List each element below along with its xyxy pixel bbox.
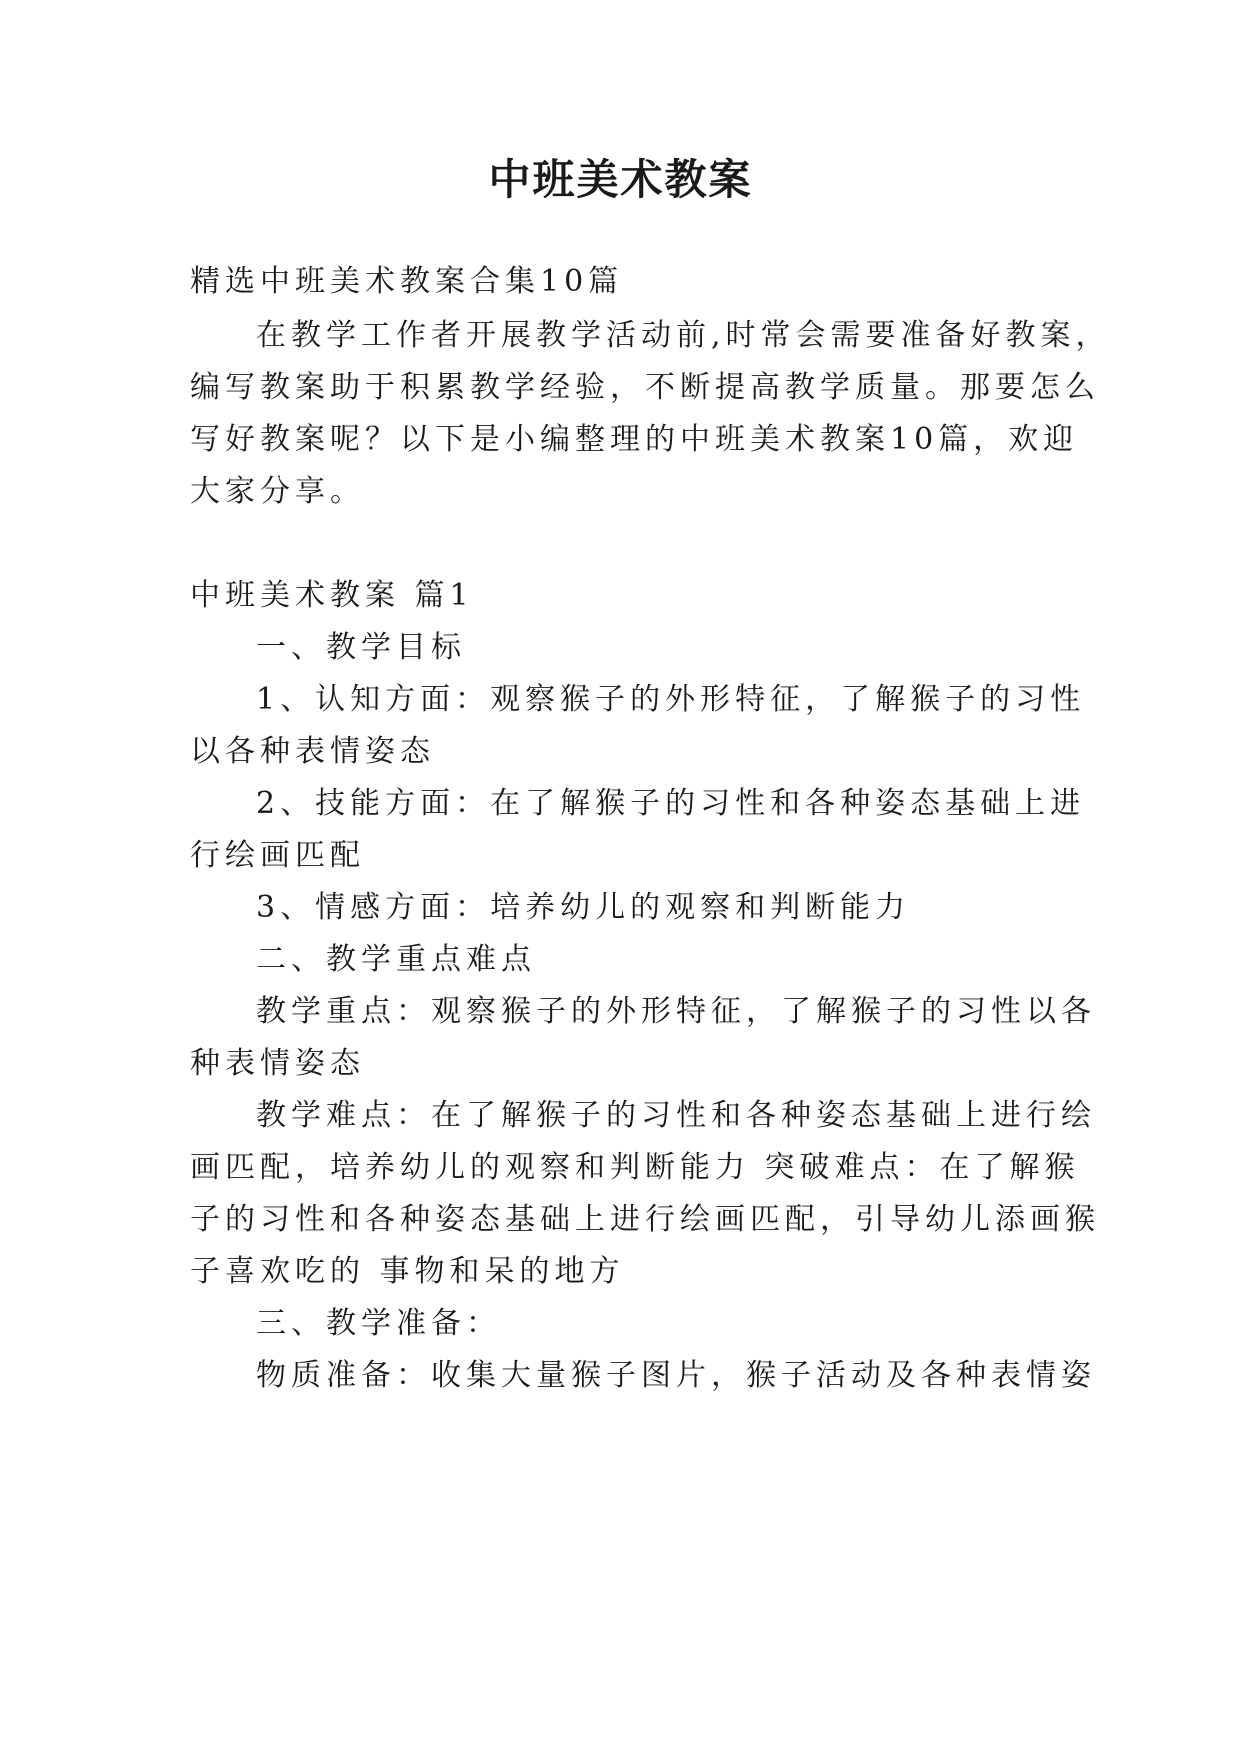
- body-line: 子喜欢吃的 事物和呆的地方: [190, 1254, 625, 1289]
- body-line: 子的习性和各种姿态基础上进行绘画匹配，引导幼儿添画猴: [190, 1202, 1100, 1237]
- body-line: 一、教学目标: [256, 630, 466, 665]
- intro-line: 大家分享。: [190, 474, 365, 509]
- body-line: 种表情姿态: [190, 1046, 365, 1081]
- body-line: 二、教学重点难点: [256, 942, 536, 977]
- document-title: 中班美术教案: [488, 155, 753, 204]
- body-line: 画匹配，培养幼儿的观察和判断能力 突破难点：在了解猴: [190, 1150, 1080, 1185]
- intro-line: 编写教案助于积累教学经验，不断提高教学质量。那要怎么: [190, 370, 1100, 405]
- body-line: 三、教学准备：: [256, 1306, 501, 1341]
- body-line: 3、情感方面：培养幼儿的观察和判断能力: [256, 890, 911, 925]
- body-line: 行绘画匹配: [190, 838, 365, 873]
- body-line: 教学难点：在了解猴子的习性和各种姿态基础上进行绘: [256, 1098, 1096, 1133]
- body-line: 以各种表情姿态: [190, 734, 435, 769]
- body-line: 教学重点：观察猴子的外形特征，了解猴子的习性以各: [256, 994, 1096, 1029]
- section-heading: 中班美术教案 篇1: [190, 578, 474, 613]
- body-line: 物质准备：收集大量猴子图片，猴子活动及各种表情姿: [256, 1358, 1096, 1393]
- intro-line: 写好教案呢？以下是小编整理的中班美术教案10篇，欢迎: [190, 422, 1079, 457]
- subtitle: 精选中班美术教案合集10篇: [190, 264, 624, 299]
- body-line: 1、认知方面：观察猴子的外形特征，了解猴子的习性: [256, 682, 1086, 717]
- intro-line: 在教学工作者开展教学活动前,时常会需要准备好教案，: [256, 318, 1111, 353]
- body-line: 2、技能方面：在了解猴子的习性和各种姿态基础上进: [256, 786, 1086, 821]
